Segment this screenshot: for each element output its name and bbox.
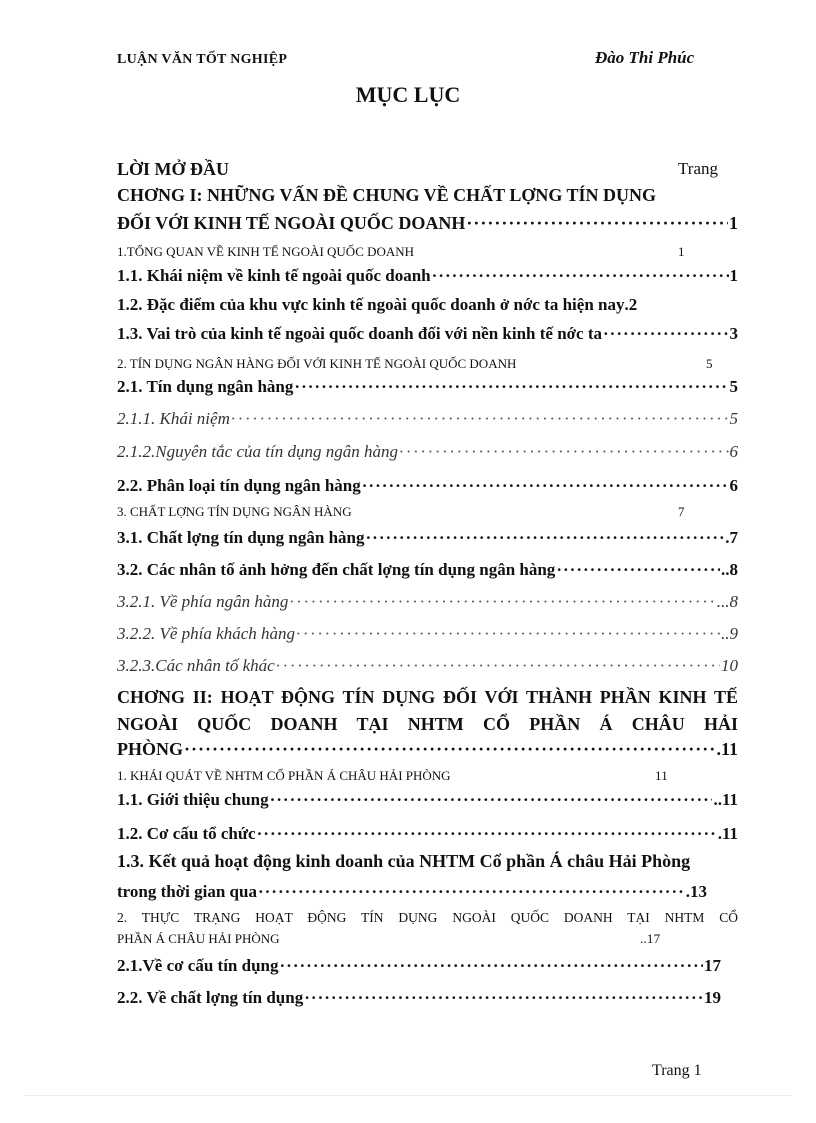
chapter-1-title-line2: ĐỐI VỚI KINH TẾ NGOÀI QUỐC DOANH ····· 1 — [117, 213, 738, 234]
page-number: 1 — [729, 213, 738, 233]
toc-entry: 2.2. Về chất lợng tín dụng ····· 19 — [117, 988, 721, 1008]
page-number: 5 — [706, 356, 713, 371]
leader-dots — [603, 324, 728, 344]
page-number: ..17 — [640, 931, 661, 946]
toc-entry: 2.1.Về cơ cấu tín dụng ····· 17 — [117, 956, 721, 976]
page-number: 7 — [678, 504, 685, 519]
toc-entry: 3.2. Các nhân tố ảnh hởng đến chất lợng tín dụng ngân hàng ····· ..8 — [117, 560, 738, 580]
leader-dots — [556, 560, 720, 580]
toc-entry-continued: trong thời gian qua ····· .13 — [117, 882, 707, 902]
leader-dots — [257, 824, 717, 844]
page-number: .11 — [717, 824, 738, 843]
page-number: 1 — [729, 266, 738, 285]
toc-entry: 1.1. Khái niệm về kinh tế ngoài quốc doanh ····· 1 — [117, 266, 738, 286]
page-number: ..8 — [721, 560, 738, 579]
page-number: 1 — [678, 244, 685, 259]
chapter-2-title-line3: PHÒNG ····· .11 — [117, 739, 738, 760]
toc-caps-heading-line2: PHẦN Á CHÂU HẢI PHÒNG — [117, 931, 280, 946]
toc-entry: 1.2. Cơ cấu tổ chức ····· .11 — [117, 824, 738, 844]
page-footer: Trang 1 — [652, 1062, 702, 1079]
intro-label: LỜI MỞ ĐẦU — [117, 159, 229, 179]
toc-entry: 1.1. Giới thiệu chung ····· ..11 — [117, 790, 738, 810]
page-number: ..11 — [713, 790, 738, 809]
toc-caps-heading: 1.TỔNG QUAN VỀ KINH TẾ NGOÀI QUỐC DOANH — [117, 244, 415, 259]
leader-dots — [366, 528, 725, 548]
page-number: 17 — [704, 956, 721, 975]
leader-dots — [289, 592, 715, 612]
header-thesis-label: LUẬN VĂN TỐT NGHIỆP — [117, 52, 288, 67]
page-number: .7 — [725, 528, 738, 547]
page-column-label: Trang — [678, 159, 718, 178]
toc-caps-heading: 2. THỰC TRẠNG HOẠT ĐỘNG TÍN DỤNG NGOÀI QUỐC DOANH TẠI NHTM CỔ — [117, 910, 738, 925]
page-number: 3 — [729, 324, 738, 343]
page-number: .13 — [685, 882, 707, 901]
leader-dots — [432, 266, 729, 286]
page-number: 6 — [729, 476, 738, 495]
leader-dots — [362, 476, 729, 496]
leader-dots — [466, 213, 728, 234]
toc-subentry: 2.1.2.Nguyên tắc của tín dụng ngân hàng ····· 6 — [117, 442, 738, 462]
page-number: 5 — [729, 377, 738, 396]
toc-caps-heading: 2. TÍN DỤNG NGÂN HÀNG ĐỐI VỚI KINH TẾ NGOÀI QUỐC DOANH — [117, 356, 517, 371]
page-number: .11 — [716, 739, 738, 759]
toc-entry: 2.1. Tín dụng ngân hàng ····· 5 — [117, 377, 738, 397]
toc-entry: 2.2. Phân loại tín dụng ngân hàng ····· 6 — [117, 476, 738, 496]
toc-subentry: 2.1.1. Khái niệm ····· 5 — [117, 409, 738, 429]
leader-dots — [258, 882, 685, 902]
page-number: ...8 — [716, 592, 738, 611]
leader-dots — [296, 624, 720, 644]
page-number: 6 — [729, 442, 738, 461]
leader-dots — [270, 790, 713, 810]
toc-subentry: 3.2.3.Các nhân tố khác ····· 10 — [117, 656, 738, 676]
toc-entry: 1.3. Kết quả hoạt động kinh doanh của NHTM Cổ phần Á châu Hải Phòng — [117, 851, 691, 871]
toc-entry: 3.1. Chất lợng tín dụng ngân hàng ····· .7 — [117, 528, 738, 548]
toc-entry: 1.3. Vai trò của kinh tế ngoài quốc doanh đối với nền kinh tế nớc ta ····· 3 — [117, 324, 738, 344]
leader-dots — [399, 442, 729, 462]
leader-dots — [304, 988, 703, 1008]
toc-caps-heading: 1. KHÁI QUÁT VỀ NHTM CỔ PHẦN Á CHÂU HẢI PHÒNG — [117, 768, 451, 783]
page-number: .2 — [624, 295, 638, 314]
toc-subentry: 3.2.2. Về phía khách hàng ····· ..9 — [117, 624, 738, 644]
leader-dots — [276, 656, 720, 676]
leader-dots — [231, 409, 729, 429]
page-number: 5 — [729, 409, 738, 428]
toc-subentry: 3.2.1. Về phía ngân hàng ····· ...8 — [117, 592, 738, 612]
page-bottom-border — [25, 1095, 791, 1096]
page-number: 11 — [655, 768, 668, 783]
chapter-1-title-line1: CHƠNG I: NHỮNG VẤN ĐỀ CHUNG VỀ CHẤT LỢNG TÍN DỤNG — [117, 185, 657, 205]
page-number: 10 — [721, 656, 738, 675]
page-title: MỤC LỤC — [355, 82, 461, 107]
page-number: 19 — [704, 988, 721, 1007]
page-number: ..9 — [721, 624, 738, 643]
leader-dots — [279, 956, 703, 976]
leader-dots — [184, 739, 715, 760]
toc-entry: 1.2. Đặc điểm của khu vực kinh tế ngoài quốc doanh ở nớc ta hiện nay .2 — [117, 295, 638, 314]
leader-dots — [294, 377, 728, 397]
chapter-2-title: CHƠNG II: HOẠT ĐỘNG TÍN DỤNG ĐỐI VỚI THÀNH PHẦN KINH TẾ NGOÀI QUỐC DOANH TẠI NHTM CỔ PHẦN Á CHÂU HẢI — [117, 687, 738, 734]
header-author: Đào Thi Phúc — [595, 48, 695, 67]
toc-caps-heading: 3. CHẤT LỢNG TÍN DỤNG NGÂN HÀNG — [117, 504, 352, 519]
